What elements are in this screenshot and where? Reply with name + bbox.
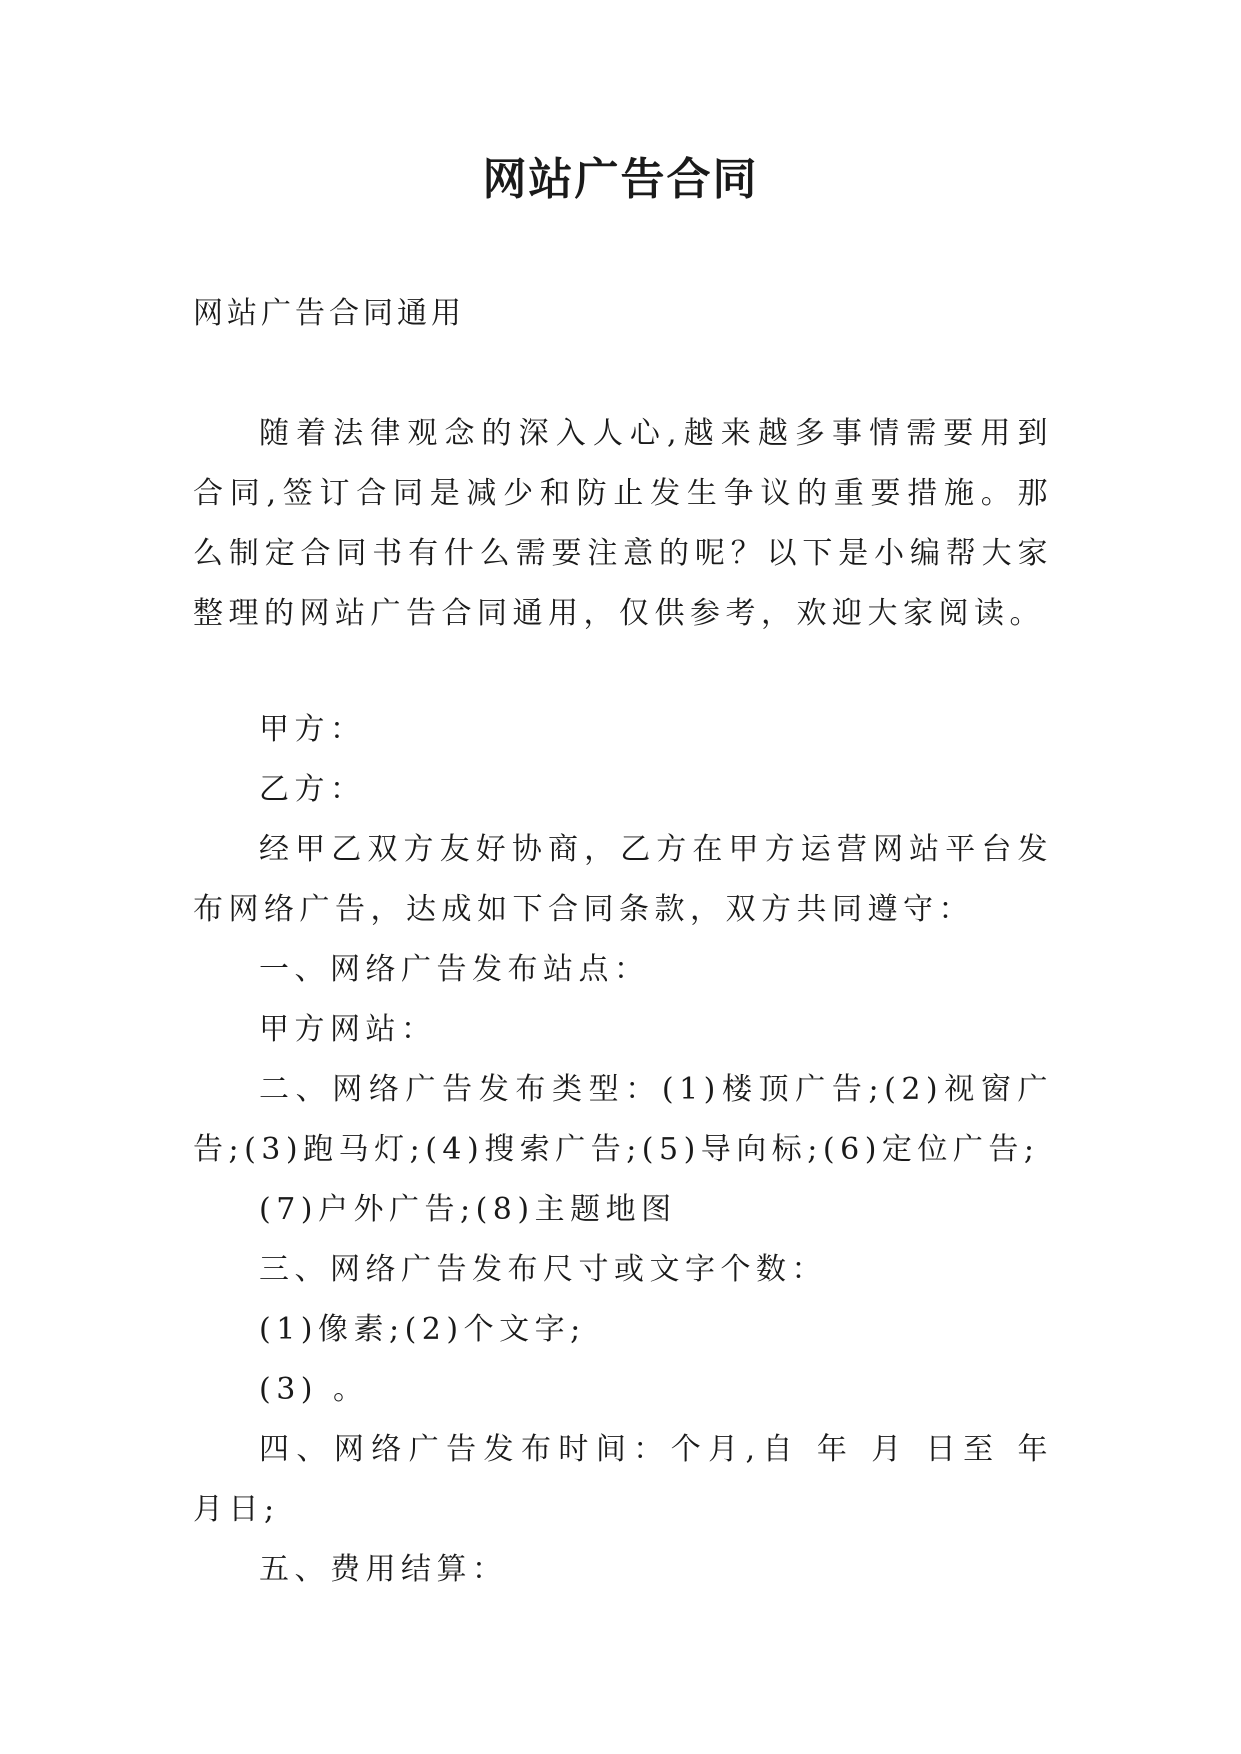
document-subtitle: 网站广告合同通用 xyxy=(193,296,465,331)
clause-1-title: 一、网络广告发布站点： xyxy=(259,952,650,987)
party-a-line: 甲方： xyxy=(259,712,366,747)
preamble-paragraph: 经甲乙双方友好协商，乙方在甲方运营网站平台发布网络广告，达成如下合同条款，双方共同遵守： xyxy=(193,832,1053,927)
document-body xyxy=(193,404,1053,1600)
intro-paragraph: 随着法律观念的深入人心,越来越多事情需要用到合同,签订合同是减少和防止发生争议的重要措施。那么制定合同书有什么需要注意的呢？以下是小编帮大家整理的网站广告合同通用，仅供参考，欢迎大家阅读。 xyxy=(193,416,1053,631)
clause-3-title: 三、网络广告发布尺寸或文字个数： xyxy=(259,1252,827,1287)
party-b-line: 乙方： xyxy=(259,772,366,807)
clause-1-site: 甲方网站： xyxy=(259,1012,437,1047)
clause-3-items: (1)像素;(2)个文字; xyxy=(259,1312,586,1347)
paragraph-spacer xyxy=(193,644,1053,700)
document-title: 网站广告合同 xyxy=(482,154,759,205)
clause-3-item-3: (3) 。 xyxy=(259,1372,369,1407)
clause-4: 四、网络广告发布时间：个月,自 年 月 日至 年 月日; xyxy=(193,1432,1053,1527)
clause-2-continued: (7)户外广告;(8)主题地图 xyxy=(259,1192,677,1227)
clause-2: 二、网络广告发布类型：(1)楼顶广告;(2)视窗广告;(3)跑马灯;(4)搜索广告;(5)导向标;(6)定位广告; xyxy=(193,1072,1053,1167)
clause-5-title: 五、费用结算： xyxy=(259,1552,508,1587)
